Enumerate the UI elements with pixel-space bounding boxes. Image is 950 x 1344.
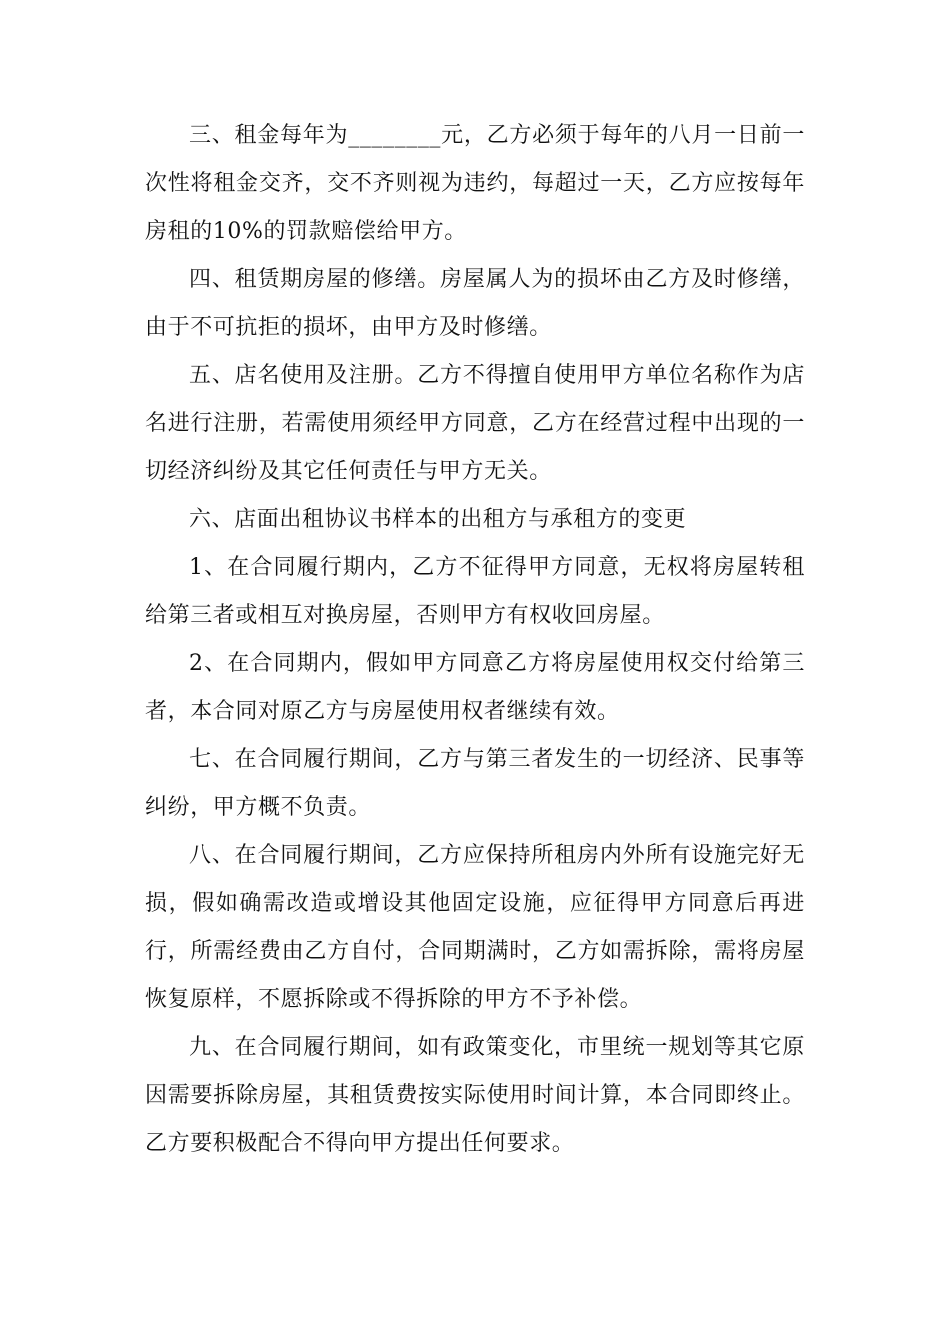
paragraph-third-party-clause: 七、在合同履行期间，乙方与第三者发生的一切经济、民事等纠纷，甲方概不负责。 <box>145 747 805 820</box>
paragraph-store-name-clause: 五、店名使用及注册。乙方不得擅自使用甲方单位名称作为店名进行注册，若需使用须经甲方同意，乙方在经营过程中出现的一切经济纠纷及其它任何责任与甲方无关。 <box>145 363 805 484</box>
document-body <box>145 112 805 1168</box>
paragraph-facilities-clause: 八、在合同履行期间，乙方应保持所租房内外所有设施完好无损，假如确需改造或增设其他固定设施，应征得甲方同意后再进行，所需经费由乙方自付，合同期满时，乙方如需拆除，需将房屋恢复原样，不愿拆除或不得拆除的甲方不予补偿。 <box>145 843 805 1012</box>
paragraph-sublet-clause: 1、在合同履行期内，乙方不征得甲方同意，无权将房屋转租给第三者或相互对换房屋，否则甲方有权收回房屋。 <box>145 555 805 628</box>
paragraph-policy-change-clause: 九、在合同履行期间，如有政策变化，市里统一规划等其它原因需要拆除房屋，其租赁费按实际使用时间计算，本合同即终止。乙方要积极配合不得向甲方提出任何要求。 <box>145 1035 805 1156</box>
paragraph-repair-clause: 四、租赁期房屋的修缮。房屋属人为的损坏由乙方及时修缮，由于不可抗拒的损坏，由甲方及时修缮。 <box>145 267 805 340</box>
paragraph-rent-clause: 三、租金每年为________元，乙方必须于每年的八月一日前一次性将租金交齐，交不齐则视为违约，每超过一天，乙方应按每年房租的10%的罚款赔偿给甲方。 <box>145 123 805 244</box>
paragraph-transfer-clause: 2、在合同期内，假如甲方同意乙方将房屋使用权交付给第三者，本合同对原乙方与房屋使用权者继续有效。 <box>145 651 805 724</box>
paragraph-party-change-heading: 六、店面出租协议书样本的出租方与承租方的变更 <box>189 507 687 532</box>
